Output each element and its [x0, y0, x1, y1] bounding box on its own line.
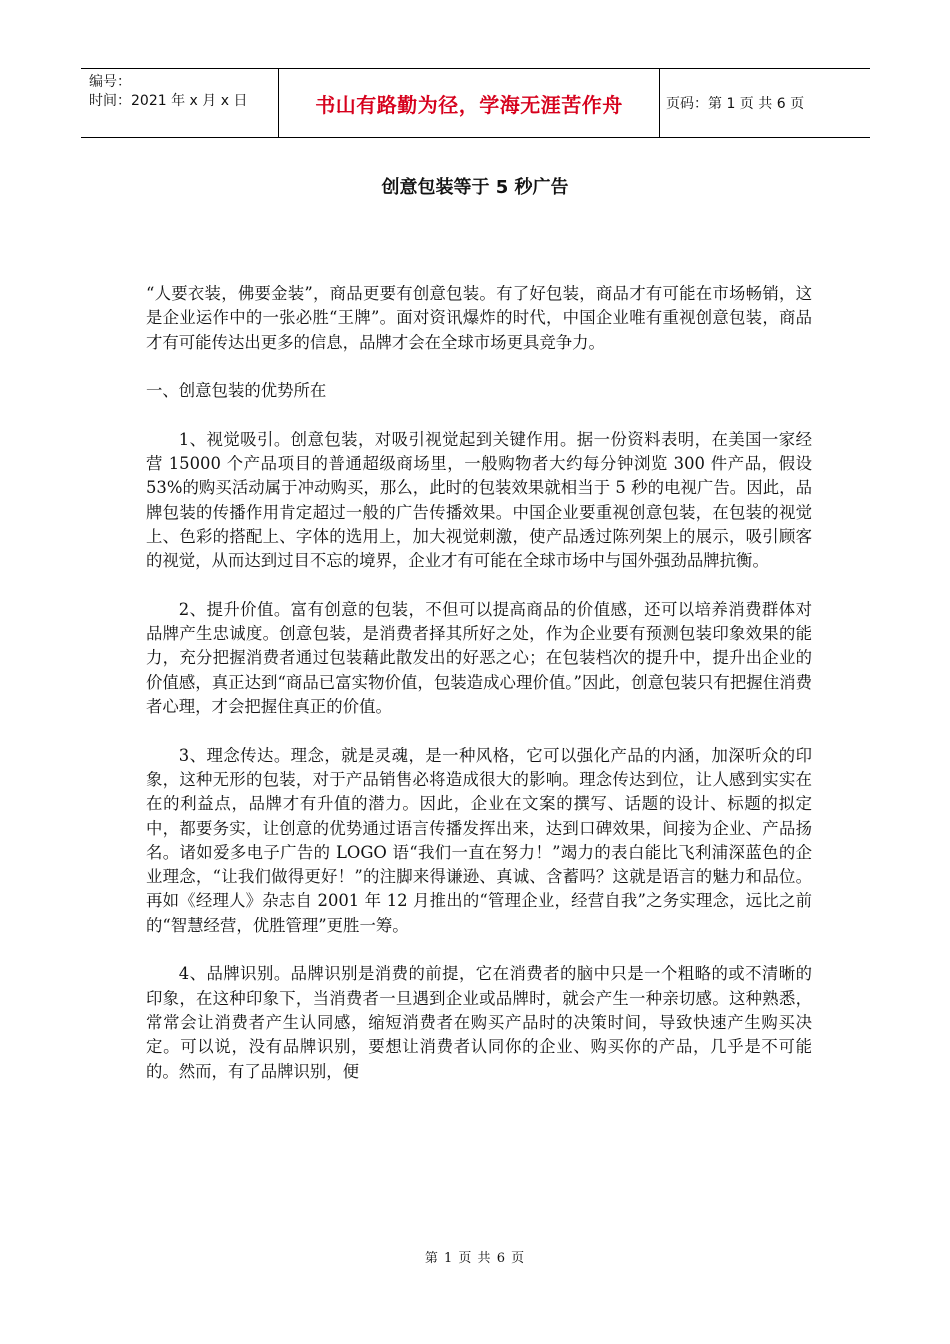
number-label: 编号： — [89, 74, 131, 90]
header-motto: 书山有路勤为径，学海无涯苦作舟 — [279, 69, 660, 137]
document-title: 创意包装等于 5 秒广告 — [381, 177, 569, 198]
document-header — [81, 68, 870, 138]
intro-paragraph: “人要衣装，佛要金装”，商品更要有创意包装。有了好包装，商品才有可能在市场畅销，这是企业运作中的一张必胜“王牌”。面对资讯爆炸的时代，中国企业唯有重视创意包装，商品才有可能传达出更多的信息，品牌才会在全球市场更具竞争力。 — [146, 284, 812, 352]
paragraph-brand-recognition: 4、品牌识别。品牌识别是消费的前提，它在消费者的脑中只是一个粗略的或不清晰的印象，在这种印象下，当消费者一旦遇到企业或品牌时，就会产生一种亲切感。这种熟悉，常常会让消费者产生认同感，缩短消费者在购买产品时的决策时间，导致快速产生购买决定。可以说，没有品牌识别，要想让消费者认同你的企业、购买你的产品，几乎是不可能的。然而，有了品牌识别，便 — [146, 964, 812, 1081]
header-page-info: 页码：第 1 页 共 6 页 — [666, 96, 805, 112]
paragraph-value-improvement: 2、提升价值。富有创意的包装，不但可以提高商品的价值感，还可以培养消费群体对品牌产生忠诚度。创意包装，是消费者择其所好之处，作为企业要有预测包装印象效果的能力，充分把握消费者通过包装藉此散发出的好恶之心；在包装档次的提升中，提升出企业的价值感，真正达到“商品已富实物价值，包装造成心理价值。”因此，创意包装只有把握住消费者心理，才会把握住真正的价值。 — [146, 599, 812, 717]
header-meta — [81, 69, 279, 137]
section-heading: 一、创意包装的优势所在 — [146, 381, 327, 401]
paragraph-visual-attraction: 1、视觉吸引。创意包装，对吸引视觉起到关键作用。据一份资料表明，在美国一家经营 15000 个产品项目的普通超级商场里，一般购物者大约每分钟浏览 300 件产品，假设 53%的购买活动属于冲动购买，那么，此时的包装效果就相当于 5 秒的电视广告。因此，品牌包装的传播作用肯定超过一般的广告传播效果。中国企业要重视创意包装，在包装的视觉上、色彩的搭配上、字体的选用上，加大视觉刺激，使产品透过陈列架上的展示，吸引顾客的视觉，从而达到过目不忘的境界，企业才有可能在全球市场中与国外强劲品牌抗衡。 — [146, 429, 812, 571]
paragraph-concept-communication: 3、理念传达。理念，就是灵魂，是一种风格，它可以强化产品的内涵，加深听众的印象，这种无形的包装，对于产品销售必将造成很大的影响。理念传达到位，让人感到实实在在的利益点，品牌才有升值的潜力。因此，企业在文案的撰写、话题的设计、标题的拟定中，都要务实，让创意的优势通过语言传播发挥出来，达到口碑效果，间接为企业、产品扬名。诸如爱多电子广告的 LOGO 语“我们一直在努力！”竭力的表白能比飞利浦深蓝色的企业理念，“让我们做得更好！”的注脚来得谦逊、真诚、含蓄吗？这就是语言的魅力和品位。再如《经理人》杂志自 2001 年 12 月推出的“管理企业，经营自我”之务实理念，远比之前的“智慧经营，优胜管理”更胜一筹。 — [146, 745, 812, 935]
document-body — [146, 282, 812, 1108]
page-footer: 第 1 页 共 6 页 — [424, 1251, 526, 1266]
time-label: 时间：2021 年 x 月 x 日 — [89, 93, 248, 109]
